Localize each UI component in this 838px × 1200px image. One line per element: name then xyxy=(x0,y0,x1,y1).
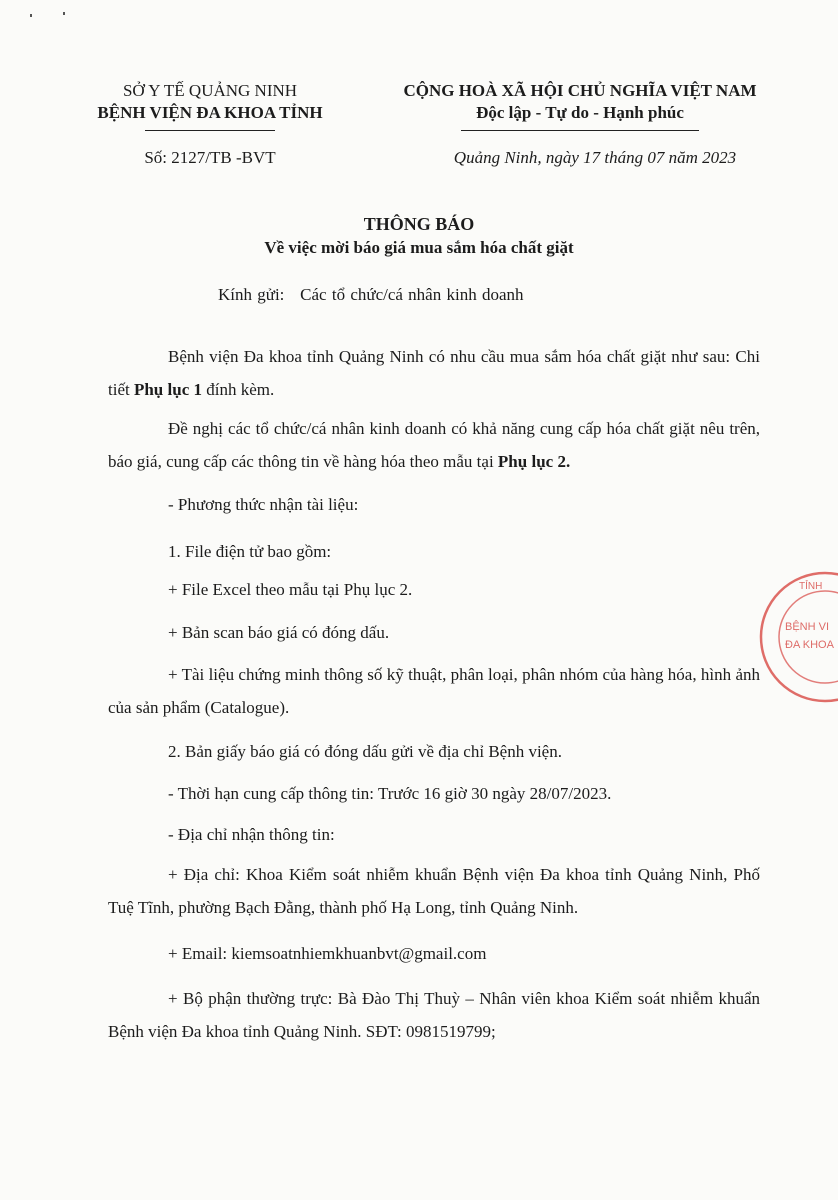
official-stamp xyxy=(755,567,838,707)
scan-mark xyxy=(63,12,65,15)
item-2: 2. Bản giấy báo giá có đóng dấu gửi về địa chỉ Bệnh viện. xyxy=(168,742,562,761)
nation-line2: Độc lập - Tự do - Hạnh phúc xyxy=(476,103,684,122)
scan-mark xyxy=(30,14,32,17)
nation-divider xyxy=(461,130,699,131)
stamp-text-top: TỈNH xyxy=(799,581,823,592)
p1-bold: Phụ lục 1 xyxy=(133,380,202,399)
date-line: Quảng Ninh, ngày 17 tháng 07 năm 2023 xyxy=(453,148,737,167)
document-number: Số: 2127/TB -BVT xyxy=(144,148,276,167)
org-line1: SỞ Y TẾ QUẢNG NINH xyxy=(122,81,298,100)
item-1-c: + Tài liệu chứng minh thông số kỹ thuật, phân loại, phân nhóm của hàng hóa, hình ảnh của sản phẩm (Catalogue). xyxy=(108,665,760,717)
paragraph-1 xyxy=(108,340,760,406)
document-title: THÔNG BÁO xyxy=(363,214,475,234)
document-subtitle: Về việc mời báo giá mua sắm hóa chất giặt xyxy=(264,238,574,257)
org-divider xyxy=(145,130,275,131)
stamp-text-line2: ĐA KHOA xyxy=(785,639,834,651)
organization-header xyxy=(70,80,350,131)
paragraph-2 xyxy=(108,412,760,478)
item-1-a: + File Excel theo mẫu tại Phụ lục 2. xyxy=(168,580,413,599)
p2-bold: Phụ lục 2. xyxy=(497,452,571,471)
email: + Email: kiemsoatnhiemkhuanbvt@gmail.com xyxy=(168,944,487,963)
duty-contact: + Bộ phận thường trực: Bà Đào Thị Thuỳ – Nhân viên khoa Kiểm soát nhiễm khuẩn Bệnh viện Đa khoa tỉnh Quảng Ninh. SĐT: 0981519799; xyxy=(108,989,760,1041)
address: + Địa chỉ: Khoa Kiểm soát nhiễm khuẩn Bệnh viện Đa khoa tỉnh Quảng Ninh, Phố Tuệ Tĩnh, phường Bạch Đằng, thành phố Hạ Long, tỉnh Quảng Ninh. xyxy=(108,865,760,917)
stamp-text-line1: BỆNH VI xyxy=(785,621,830,633)
p1-tail: đính kèm. xyxy=(206,380,275,399)
method-heading: - Phương thức nhận tài liệu: xyxy=(168,495,359,514)
nation-header xyxy=(355,80,805,131)
nation-line1: CỘNG HOÀ XÃ HỘI CHỦ NGHĨA VIỆT NAM xyxy=(403,81,757,100)
p1-text: Bệnh viện Đa khoa tỉnh Quảng Ninh có nhu cầu mua sắm hóa chất giặt như sau: Chi tiết xyxy=(108,347,760,399)
deadline: - Thời hạn cung cấp thông tin: Trước 16 giờ 30 ngày 28/07/2023. xyxy=(168,784,612,803)
p2-text: Đề nghị các tổ chức/cá nhân kinh doanh có khả năng cung cấp hóa chất giặt nêu trên, báo giá, cung cấp các thông tin về hàng hóa theo mẫu tại xyxy=(108,419,760,471)
stamp-seal-icon xyxy=(755,567,838,707)
org-line2: BỆNH VIỆN ĐA KHOA TỈNH xyxy=(97,103,323,122)
recipient: Kính gửi: Các tổ chức/cá nhân kinh doanh xyxy=(218,285,524,304)
address-heading: - Địa chỉ nhận thông tin: xyxy=(168,825,335,844)
item-1: 1. File điện tử bao gồm: xyxy=(168,542,332,561)
item-1-b: + Bản scan báo giá có đóng dấu. xyxy=(168,623,390,642)
